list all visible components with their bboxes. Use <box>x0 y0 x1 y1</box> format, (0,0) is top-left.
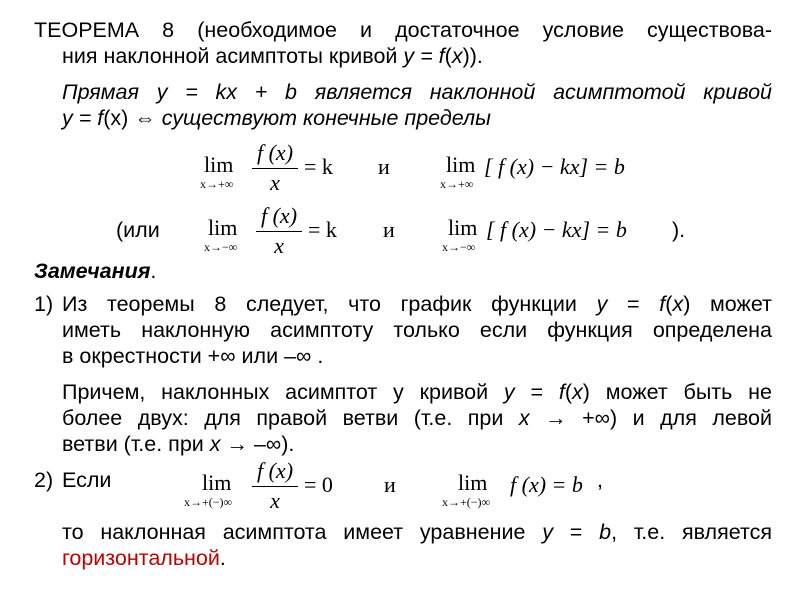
fraction-denominator: x <box>270 488 280 513</box>
formula-bracket-b-minus <box>442 203 642 258</box>
equals: = <box>607 292 660 316</box>
equals: = <box>552 520 600 544</box>
or-open <box>116 217 160 243</box>
remark-2-comma <box>597 467 603 493</box>
paren: ( <box>444 44 452 68</box>
var-x: x <box>451 44 463 68</box>
remark-text: Причем, наклонных асимптот у кривой <box>62 380 504 404</box>
horizontal-highlight: горизонтальной <box>62 546 220 570</box>
remark-text-end: , т.е. является <box>611 520 772 544</box>
and-word: и <box>378 154 390 179</box>
or-close <box>672 217 685 243</box>
theorem-heading-line1 <box>34 17 772 43</box>
lim-label: lim <box>446 152 476 177</box>
remark-2-if <box>62 467 111 493</box>
var-x: x <box>518 406 530 430</box>
and-word: и <box>384 472 396 497</box>
formula-limit-k-minus <box>204 203 354 258</box>
equals-k: = k <box>308 217 337 242</box>
lim-label: lim <box>208 215 238 240</box>
var-x: x <box>572 380 583 404</box>
func-f: f <box>558 380 565 404</box>
bracket-expression: [ f (x) − kx] = b <box>486 217 627 242</box>
var-b: b <box>599 520 612 544</box>
curve-x: (x) <box>103 106 135 130</box>
lim-subscript: x→+(−)∞ <box>184 495 233 509</box>
theorem-statement-line1 <box>62 79 772 105</box>
var-y: y <box>503 380 515 404</box>
remark-2-line3 <box>62 545 226 571</box>
fx-equals-b: f (x) = b <box>510 472 583 497</box>
remarks-title-text: Замечания <box>34 259 151 283</box>
and-word: и <box>383 217 395 242</box>
var-y: y <box>596 292 608 316</box>
remark-1-p2-line3 <box>62 431 294 457</box>
fraction-numerator: f (x) <box>256 458 294 483</box>
remark-1-number <box>34 291 53 317</box>
lim-subscript: x→−∞ <box>442 240 476 254</box>
formula-limit-zero <box>184 458 354 513</box>
remark-text: Из теоремы 8 следует, что график функции <box>62 292 597 316</box>
remark-1-line3 <box>62 343 323 369</box>
or-close-text: ). <box>672 218 686 242</box>
theorem-heading-line2 <box>62 43 483 69</box>
remark-text: иметь наклонную асимптоту только если функция определена <box>62 318 772 342</box>
paren: ( <box>665 292 673 316</box>
var-x: x <box>672 292 684 316</box>
lim-subscript: x→+(−)∞ <box>442 495 491 509</box>
theorem-heading-text2: ния наклонной асимптоты кривой <box>62 44 404 68</box>
func-f: f <box>659 292 666 316</box>
lim-label: lim <box>448 215 478 240</box>
remark-1-line2 <box>62 317 772 343</box>
conjunction-and-3 <box>384 472 396 498</box>
theorem-heading-text: ТЕОРЕМА 8 (необходимое и достаточное условие существова- <box>34 18 772 42</box>
remarks-title-dot: . <box>150 259 157 283</box>
equivalence-icon: ⇔ <box>134 106 156 130</box>
comma: , <box>597 468 603 492</box>
remark-1-p2-line1 <box>62 379 772 405</box>
if-word: Если <box>62 468 112 492</box>
paren: ( <box>564 380 573 404</box>
lim-subscript: x→+∞ <box>200 177 234 191</box>
remark-2-line2 <box>62 519 772 545</box>
equals-k: = k <box>304 154 333 179</box>
remark-text: более двух: для правой ветви (т.е. при <box>62 406 519 430</box>
remark-number: 1) <box>34 292 54 316</box>
remark-text-end: ) может <box>683 292 772 316</box>
remark-number: 2) <box>34 468 54 492</box>
var-x: x <box>209 432 221 456</box>
remark-text-end: ) может быть не <box>582 380 772 404</box>
conjunction-and-1 <box>378 154 390 180</box>
fraction-numerator: f (x) <box>256 140 294 165</box>
fraction-denominator: x <box>274 233 284 258</box>
remarks-title <box>34 258 156 284</box>
formula-limit-k-plus <box>200 140 350 195</box>
lim-label: lim <box>458 470 488 495</box>
formula-limit-fx-b <box>442 458 602 513</box>
statement-text: Прямая y = kx + b является наклонной асимптотой кривой <box>62 80 772 104</box>
remark-text-end: → +∞) и для левой <box>529 406 772 430</box>
lim-subscript: x→−∞ <box>204 240 238 254</box>
period: . <box>219 546 226 570</box>
equals: = <box>514 380 559 404</box>
equals-zero: = 0 <box>304 472 333 497</box>
lim-label: lim <box>204 152 234 177</box>
curve-y: y = f <box>62 106 104 130</box>
remark-2-number <box>34 467 53 493</box>
curve-eq-y: y = f <box>403 44 445 68</box>
or-text: (или <box>116 218 160 242</box>
fraction-numerator: f (x) <box>260 203 298 228</box>
remark-text-end: → –∞). <box>220 432 295 456</box>
var-y: y <box>542 520 553 544</box>
conjunction-and-2 <box>383 217 395 243</box>
lim-subscript: x→+∞ <box>440 177 474 191</box>
statement-text2: существуют конечные пределы <box>155 106 491 130</box>
paren-close: )). <box>462 44 483 68</box>
lim-label: lim <box>202 470 232 495</box>
remark-1-p2-line2 <box>62 405 772 431</box>
fraction-denominator: x <box>270 170 280 195</box>
remark-1-line1 <box>62 291 772 317</box>
remark-text: в окрестности +∞ или –∞ . <box>62 344 324 368</box>
theorem-statement-line2 <box>62 105 491 131</box>
remark-text: ветви (т.е. при <box>62 432 210 456</box>
bracket-expression: [ f (x) − kx] = b <box>484 154 625 179</box>
remark-text: то наклонная асимптота имеет уравнение <box>62 520 543 544</box>
formula-bracket-b-plus <box>440 140 640 195</box>
